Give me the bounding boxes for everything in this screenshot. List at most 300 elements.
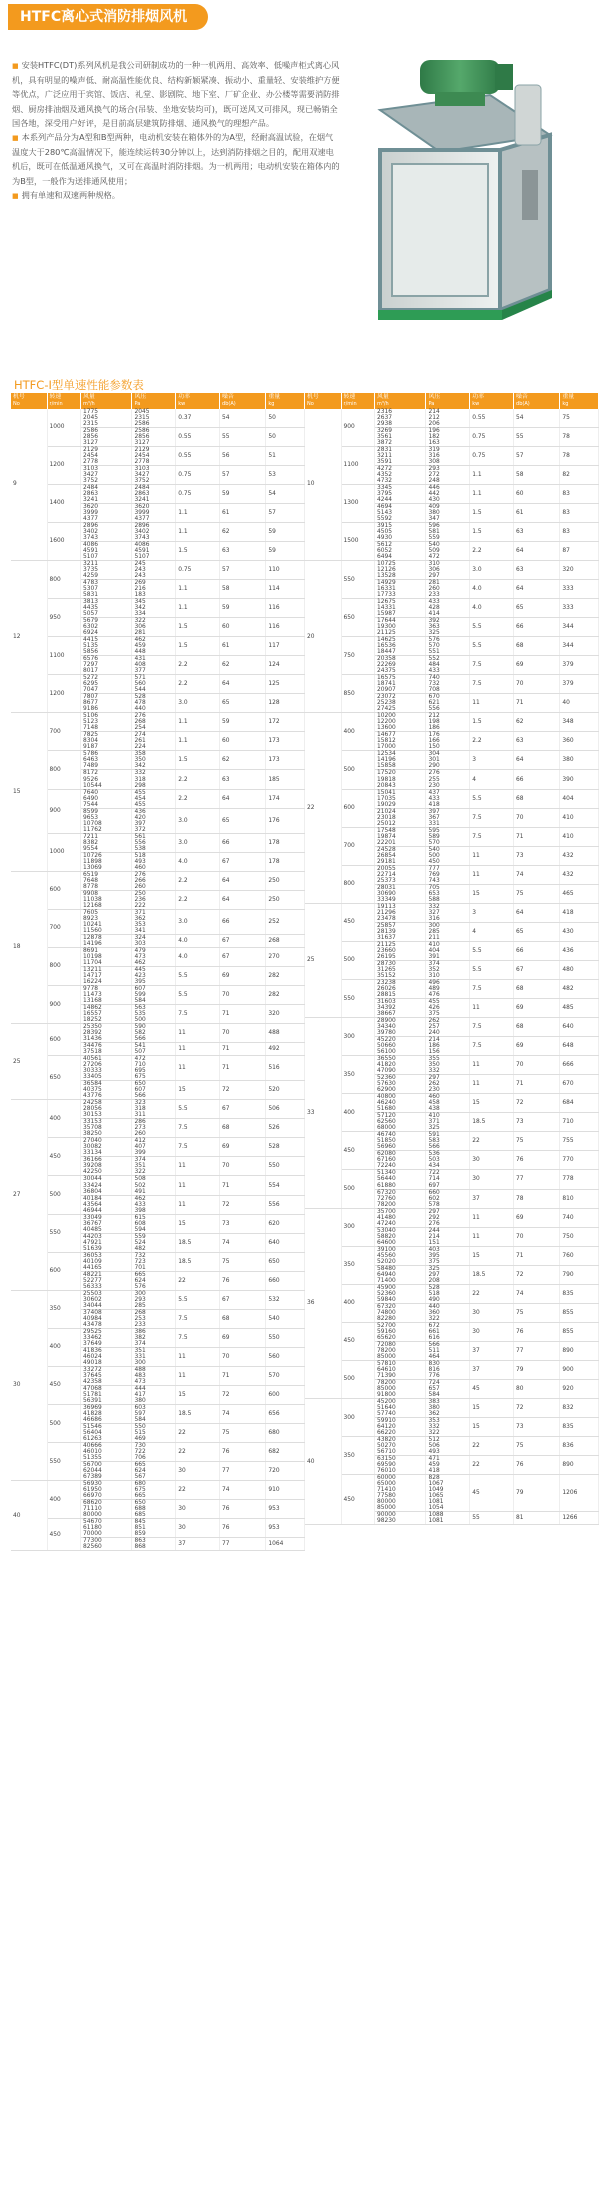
weight-cell: 620 (266, 1214, 305, 1233)
pressure-cell: 528 478 440 (132, 694, 176, 713)
noise-cell: 68 (514, 1018, 560, 1037)
power-cell: 11 (176, 1347, 220, 1366)
airflow-cell: 45900 52360 59840 (375, 1284, 426, 1303)
power-cell: 7.5 (470, 656, 514, 675)
noise-cell: 56 (220, 446, 266, 465)
weight-cell: 390 (560, 770, 599, 789)
intro-paragraph: ■ 本系列产品分为A型和B型两种，电动机安装在箱体外的为A型，经耐高温试验，在烟气温度大于280℃高温情况下，能连续运转30分钟以上，达到消防排烟之目的，配用双速电机后，既可在低温通风换气，又可在高温时消防排烟。为一机两用；电动机安装在箱体内的为B型，一般作为送排通风使用； (12, 132, 340, 186)
pressure-cell: 845 851 859 (132, 1519, 176, 1538)
speed-cell: 600 (47, 1024, 80, 1056)
power-cell: 1.1 (176, 732, 220, 751)
table-row (305, 484, 599, 503)
airflow-cell: 36584 40375 43776 (81, 1081, 132, 1100)
model-number-cell: 27 (11, 1100, 47, 1290)
weight-cell: 83 (560, 484, 599, 503)
table-row (305, 1132, 599, 1151)
model-number-cell: 30 (11, 1290, 47, 1480)
weight-cell: 836 (560, 1437, 599, 1456)
column-header: 噪音 db(A) (220, 393, 266, 409)
speed-cell: 1100 (47, 637, 80, 675)
weight-cell: 832 (560, 1399, 599, 1418)
table-row (11, 1252, 305, 1271)
table-row (305, 446, 599, 465)
power-cell: 18.5 (470, 1113, 514, 1132)
power-cell: 7.5 (470, 1037, 514, 1056)
model-number-cell: 9 (11, 409, 47, 561)
page-title: HTFC离心式消防排烟风机 (8, 4, 208, 30)
pressure-cell: 276 255 230 (426, 770, 470, 789)
power-cell: 1.5 (176, 751, 220, 770)
power-cell: 1.1 (176, 599, 220, 618)
performance-table-left (11, 393, 305, 1551)
speed-cell: 500 (341, 1170, 374, 1208)
pressure-cell: 431 408 377 (132, 656, 176, 675)
table-row (11, 1176, 305, 1195)
power-cell: 1.5 (176, 618, 220, 637)
table-row (11, 1443, 305, 1462)
noise-cell: 76 (220, 1500, 266, 1519)
power-cell: 1.1 (176, 503, 220, 522)
noise-cell: 54 (220, 409, 266, 428)
airflow-cell: 12878 14196 (81, 934, 132, 947)
power-cell: 1.1 (176, 713, 220, 732)
model-number-cell: 10 (305, 409, 341, 561)
weight-cell: 720 (266, 1462, 305, 1481)
pressure-cell: 297 292 276 (426, 1208, 470, 1227)
speed-cell: 600 (47, 1252, 80, 1290)
table-row (305, 1208, 599, 1227)
bullet-icon: ■ (12, 62, 19, 70)
noise-cell: 72 (514, 1265, 560, 1284)
weight-cell: 556 (266, 1195, 305, 1214)
speed-cell: 800 (47, 947, 80, 985)
weight-cell: 53 (266, 465, 305, 484)
airflow-cell: 40184 43564 46944 (81, 1195, 132, 1214)
model-number-cell: 18 (11, 871, 47, 1023)
airflow-cell: 3345 3795 4244 (375, 484, 426, 503)
weight-cell: 682 (266, 1443, 305, 1462)
bullet-icon: ■ (12, 191, 19, 200)
weight-cell: 680 (266, 1424, 305, 1443)
power-cell: 11 (176, 1056, 220, 1081)
power-cell: 15 (176, 1214, 220, 1233)
power-cell: 37 (470, 1360, 514, 1379)
noise-cell: 58 (220, 580, 266, 599)
noise-cell: 77 (514, 1341, 560, 1360)
airflow-cell: 24528 26854 29181 (375, 846, 426, 865)
power-cell: 11 (470, 694, 514, 713)
table-row (11, 751, 305, 770)
noise-cell: 57 (220, 465, 266, 484)
airflow-cell: 67320 74800 82280 (375, 1303, 426, 1322)
speed-cell: 350 (341, 1056, 374, 1094)
noise-cell: 71 (514, 1075, 560, 1094)
speed-cell: 400 (47, 1328, 80, 1366)
table-row (305, 1018, 599, 1037)
airflow-cell: 20358 22269 24375 (375, 656, 426, 675)
table-row (11, 409, 305, 428)
pressure-cell: 325 297 208 (426, 1265, 470, 1284)
airflow-cell: 40800 46240 51680 (375, 1094, 426, 1113)
table-row (305, 522, 599, 541)
weight-cell: 570 (266, 1366, 305, 1385)
pressure-cell: 297 262 230 (426, 1075, 470, 1094)
weight-cell: 178 (266, 833, 305, 852)
airflow-cell: 1775 2045 2315 (81, 409, 132, 428)
airflow-cell: 56930 61950 66970 (81, 1481, 132, 1500)
airflow-cell: 17520 19818 20843 (375, 770, 426, 789)
pressure-cell: 559 524 482 (132, 1233, 176, 1252)
pressure-cell: 615 608 594 (132, 1214, 176, 1233)
power-cell: 45 (470, 1475, 514, 1512)
pressure-cell: 176 166 150 (426, 732, 470, 751)
pressure-cell: 355 350 332 (426, 1056, 470, 1075)
power-cell: 30 (470, 1170, 514, 1189)
weight-cell: 185 (266, 770, 305, 789)
model-number-cell: 12 (11, 560, 47, 712)
pressure-cell: 479 473 462 (132, 947, 176, 966)
pressure-cell: 665 624 567 (132, 1462, 176, 1481)
table-row (11, 637, 305, 656)
speed-cell: 700 (47, 713, 80, 751)
table-row (11, 484, 305, 503)
pressure-cell: 358 350 342 (132, 751, 176, 770)
table-row (305, 1170, 599, 1189)
airflow-cell: 78200 85000 91800 (375, 1379, 426, 1398)
noise-cell: 64 (220, 890, 266, 909)
noise-cell: 70 (220, 1347, 266, 1366)
noise-cell: 68 (514, 789, 560, 808)
pressure-cell: 403 395 375 (426, 1246, 470, 1265)
speed-cell: 1200 (47, 675, 80, 713)
airflow-cell: 2484 2863 3241 (81, 484, 132, 503)
power-cell: 22 (176, 1424, 220, 1443)
noise-cell: 71 (514, 1246, 560, 1265)
weight-cell: 740 (560, 1208, 599, 1227)
weight-cell: 176 (266, 808, 305, 833)
table-row (305, 903, 599, 922)
pressure-cell: 196 182 163 (426, 427, 470, 446)
power-cell: 22 (470, 1456, 514, 1475)
power-cell: 4.0 (176, 947, 220, 966)
airflow-cell: 58480 64940 71400 (375, 1265, 426, 1284)
airflow-cell: 33153 35708 38250 (81, 1119, 132, 1138)
airflow-cell: 5106 5123 7148 (81, 713, 132, 732)
weight-cell: 270 (266, 947, 305, 966)
pressure-cell: 214 186 156 (426, 1037, 470, 1056)
weight-cell: 485 (560, 999, 599, 1018)
speed-cell: 550 (47, 1443, 80, 1481)
airflow-cell: 5786 6463 7489 (81, 751, 132, 770)
noise-cell: 55 (514, 427, 560, 446)
power-cell: 2.2 (470, 732, 514, 751)
noise-cell: 76 (220, 1443, 266, 1462)
airflow-cell: 44203 47921 51639 (81, 1233, 132, 1252)
column-header: 机号 No (11, 393, 47, 409)
fan-product-photo (340, 40, 580, 340)
column-header: 噪音 db(A) (514, 393, 560, 409)
weight-cell: 666 (560, 1056, 599, 1075)
airflow-cell: 23238 26026 28815 (375, 980, 426, 999)
pressure-cell: 566 511 464 (426, 1341, 470, 1360)
weight-cell: 83 (560, 503, 599, 522)
speed-cell: 600 (341, 789, 374, 827)
noise-cell: 75 (514, 1437, 560, 1456)
speed-cell: 850 (341, 675, 374, 713)
table-row (11, 833, 305, 852)
power-cell: 1.5 (176, 637, 220, 656)
model-number-cell: 25 (305, 903, 341, 1017)
noise-cell: 73 (220, 1214, 266, 1233)
airflow-cell: 2831 3211 3591 (375, 446, 426, 465)
airflow-cell: 39100 45560 52020 (375, 1246, 426, 1265)
pressure-cell: 596 581 559 (426, 522, 470, 541)
airflow-cell: 8172 9526 10544 (81, 770, 132, 789)
airflow-cell: 72080 78200 85000 (375, 1341, 426, 1360)
noise-cell: 66 (220, 833, 266, 852)
pressure-cell: 563 535 500 (132, 1005, 176, 1024)
power-cell: 2.2 (176, 890, 220, 909)
pressure-cell: 455 426 375 (426, 999, 470, 1018)
noise-cell: 70 (514, 808, 560, 827)
weight-cell: 87 (560, 541, 599, 560)
weight-cell: 348 (560, 713, 599, 732)
power-cell: 18.5 (470, 1265, 514, 1284)
noise-cell: 74 (514, 1284, 560, 1303)
airflow-cell: 4694 5143 5592 (375, 503, 426, 522)
weight-cell: 110 (266, 560, 305, 579)
noise-cell: 67 (514, 960, 560, 979)
pressure-cell: 2045 2315 2586 (132, 409, 176, 428)
power-cell: 3.0 (176, 833, 220, 852)
table-row (305, 675, 599, 694)
noise-cell: 66 (514, 618, 560, 637)
weight-cell: 83 (560, 522, 599, 541)
noise-cell: 60 (220, 618, 266, 637)
noise-cell: 70 (220, 1024, 266, 1043)
noise-cell: 70 (514, 1227, 560, 1246)
power-cell: 22 (176, 1271, 220, 1290)
table-row (305, 599, 599, 618)
noise-cell: 71 (220, 1176, 266, 1195)
intro-paragraph: ■ 拥有单速和双速两种规格。 (12, 189, 120, 200)
weight-cell: 379 (560, 675, 599, 694)
column-header: 转速 r/min (341, 393, 374, 409)
airflow-cell: 28730 31265 35152 (375, 960, 426, 979)
airflow-cell: 62080 67160 72240 (375, 1151, 426, 1170)
weight-cell: 953 (266, 1500, 305, 1519)
airflow-cell: 30044 33424 36804 (81, 1176, 132, 1195)
table-row (11, 947, 305, 966)
airflow-cell: 14625 16536 18447 (375, 637, 426, 656)
noise-cell: 58 (514, 465, 560, 484)
noise-cell: 69 (514, 656, 560, 675)
airflow-cell: 12534 14196 15858 (375, 751, 426, 770)
pressure-cell: 732 723 701 (132, 1252, 176, 1271)
power-cell: 15 (470, 1094, 514, 1113)
column-header: 风压 Pa (132, 393, 176, 409)
table-row (11, 1100, 305, 1119)
pressure-cell: 392 363 325 (426, 618, 470, 637)
power-cell: 7.5 (176, 1119, 220, 1138)
speed-cell: 800 (47, 751, 80, 789)
pressure-cell: 724 657 584 (426, 1379, 470, 1398)
noise-cell: 68 (514, 980, 560, 999)
weight-cell: 116 (266, 618, 305, 637)
weight-cell: 282 (266, 986, 305, 1005)
weight-cell: 50 (266, 427, 305, 446)
speed-cell: 450 (341, 1322, 374, 1360)
table-row (305, 1094, 599, 1113)
speed-cell: 650 (47, 1056, 80, 1100)
noise-cell: 66 (514, 941, 560, 960)
airflow-cell: 36969 41828 46686 (81, 1405, 132, 1424)
weight-cell: 835 (560, 1284, 599, 1303)
power-cell: 37 (470, 1341, 514, 1360)
airflow-cell: 29525 33462 37649 (81, 1328, 132, 1347)
table-row (11, 1366, 305, 1385)
speed-cell: 350 (47, 1290, 80, 1328)
pressure-cell: 353 332 322 (426, 1418, 470, 1437)
power-cell: 3.0 (176, 808, 220, 833)
weight-cell: 124 (266, 656, 305, 675)
power-cell: 3.0 (176, 909, 220, 934)
weight-cell: 430 (560, 922, 599, 941)
noise-cell: 80 (514, 1379, 560, 1398)
table-row (11, 713, 305, 732)
speed-cell: 450 (341, 1475, 374, 1525)
airflow-cell: 52360 57630 62900 (375, 1075, 426, 1094)
weight-cell: 432 (560, 865, 599, 884)
noise-cell: 79 (514, 1360, 560, 1379)
pressure-cell: 300 285 211 (426, 922, 470, 941)
power-cell: 3.0 (176, 694, 220, 713)
model-number-cell: 25 (11, 1024, 47, 1100)
table-row (11, 1214, 305, 1233)
power-cell: 0.75 (470, 427, 514, 446)
speed-cell: 750 (341, 637, 374, 675)
power-cell: 7.5 (176, 1309, 220, 1328)
noise-cell: 64 (220, 871, 266, 890)
airflow-cell: 63150 69590 76010 (375, 1456, 426, 1475)
noise-cell: 71 (220, 1366, 266, 1385)
speed-cell: 550 (341, 980, 374, 1018)
pressure-cell: 590 582 566 (132, 1024, 176, 1043)
airflow-cell: 3103 3427 3752 (81, 465, 132, 484)
weight-cell: 320 (266, 1005, 305, 1024)
speed-cell: 650 (341, 599, 374, 637)
table-row (305, 713, 599, 732)
pressure-cell: 245 243 243 (132, 560, 176, 579)
noise-cell: 72 (514, 1094, 560, 1113)
airflow-cell: 6519 7648 8778 (81, 871, 132, 890)
power-cell: 22 (470, 1284, 514, 1303)
speed-cell: 1000 (47, 409, 80, 447)
weight-cell: 554 (266, 1176, 305, 1195)
noise-cell: 65 (514, 922, 560, 941)
noise-cell: 73 (514, 1418, 560, 1437)
pressure-cell: 705 653 588 (426, 884, 470, 903)
power-cell: 4 (470, 922, 514, 941)
power-cell: 11 (176, 1195, 220, 1214)
pressure-cell: 262 257 240 (426, 1018, 470, 1037)
speed-cell: 1000 (47, 833, 80, 871)
speed-cell: 400 (341, 1284, 374, 1322)
weight-cell: 778 (560, 1170, 599, 1189)
power-cell: 4 (470, 770, 514, 789)
power-cell: 2.2 (176, 675, 220, 694)
airflow-cell: 45200 51640 57740 (375, 1399, 426, 1418)
airflow-cell: 40561 27206 30333 33405 (81, 1056, 132, 1081)
power-cell: 5.5 (470, 941, 514, 960)
pressure-cell: 455 454 455 (132, 789, 176, 808)
pressure-cell: 2896 3402 3743 (132, 522, 176, 541)
power-cell: 7.5 (470, 1018, 514, 1037)
weight-cell: 910 (266, 1481, 305, 1500)
noise-cell: 72 (220, 1195, 266, 1214)
power-cell: 11 (176, 1366, 220, 1385)
power-cell: 0.55 (176, 446, 220, 465)
performance-table-right (305, 393, 599, 1525)
weight-cell: 59 (266, 541, 305, 560)
airflow-cell: 7605 8923 10241 11560 (81, 909, 132, 934)
airflow-cell: 40666 46010 51355 (81, 1443, 132, 1462)
weight-cell: 532 (266, 1290, 305, 1309)
noise-cell: 67 (220, 934, 266, 947)
power-cell: 2.2 (176, 656, 220, 675)
weight-cell: 268 (266, 934, 305, 947)
weight-cell: 1206 (560, 1475, 599, 1512)
power-cell: 11 (470, 1056, 514, 1075)
model-number-cell: 20 (305, 560, 341, 712)
pressure-cell: 603 597 584 (132, 1405, 176, 1424)
weight-cell: 755 (560, 1132, 599, 1151)
power-cell: 7.5 (470, 980, 514, 999)
pressure-cell: 680 675 665 (132, 1481, 176, 1500)
speed-cell: 1100 (341, 446, 374, 484)
airflow-cell: 45220 50660 56100 (375, 1037, 426, 1056)
noise-cell: 60 (514, 484, 560, 503)
noise-cell: 54 (514, 409, 560, 428)
table-row (305, 1360, 599, 1379)
noise-cell: 72 (514, 1399, 560, 1418)
airflow-cell: 41836 46024 49018 (81, 1347, 132, 1366)
airflow-cell: 3915 4505 4930 (375, 522, 426, 541)
pressure-cell: 276 268 254 (132, 713, 176, 732)
table-row (11, 1024, 305, 1043)
airflow-cell: 2896 3402 3743 (81, 522, 132, 541)
airflow-cell: 12675 14331 15987 (375, 599, 426, 618)
weight-cell: 640 (560, 1018, 599, 1037)
weight-cell: 492 (266, 1043, 305, 1056)
airflow-cell: 14862 16557 18252 (81, 1005, 132, 1024)
noise-cell: 61 (514, 503, 560, 522)
pressure-cell: 472 710 695 675 (132, 1056, 176, 1081)
table-row (305, 980, 599, 999)
table-row (11, 675, 305, 694)
table-row (11, 1138, 305, 1157)
table-row (305, 1399, 599, 1418)
noise-cell: 69 (220, 966, 266, 985)
airflow-cell: 24258 28056 30153 (81, 1100, 132, 1119)
noise-cell: 72 (220, 1386, 266, 1405)
airflow-cell: 54670 61180 70000 (81, 1519, 132, 1538)
weight-cell: 380 (560, 751, 599, 770)
airflow-cell: 14929 16331 17733 (375, 580, 426, 599)
weight-cell: 540 (266, 1309, 305, 1328)
speed-cell: 500 (341, 751, 374, 789)
airflow-cell: 14677 15812 17000 (375, 732, 426, 751)
